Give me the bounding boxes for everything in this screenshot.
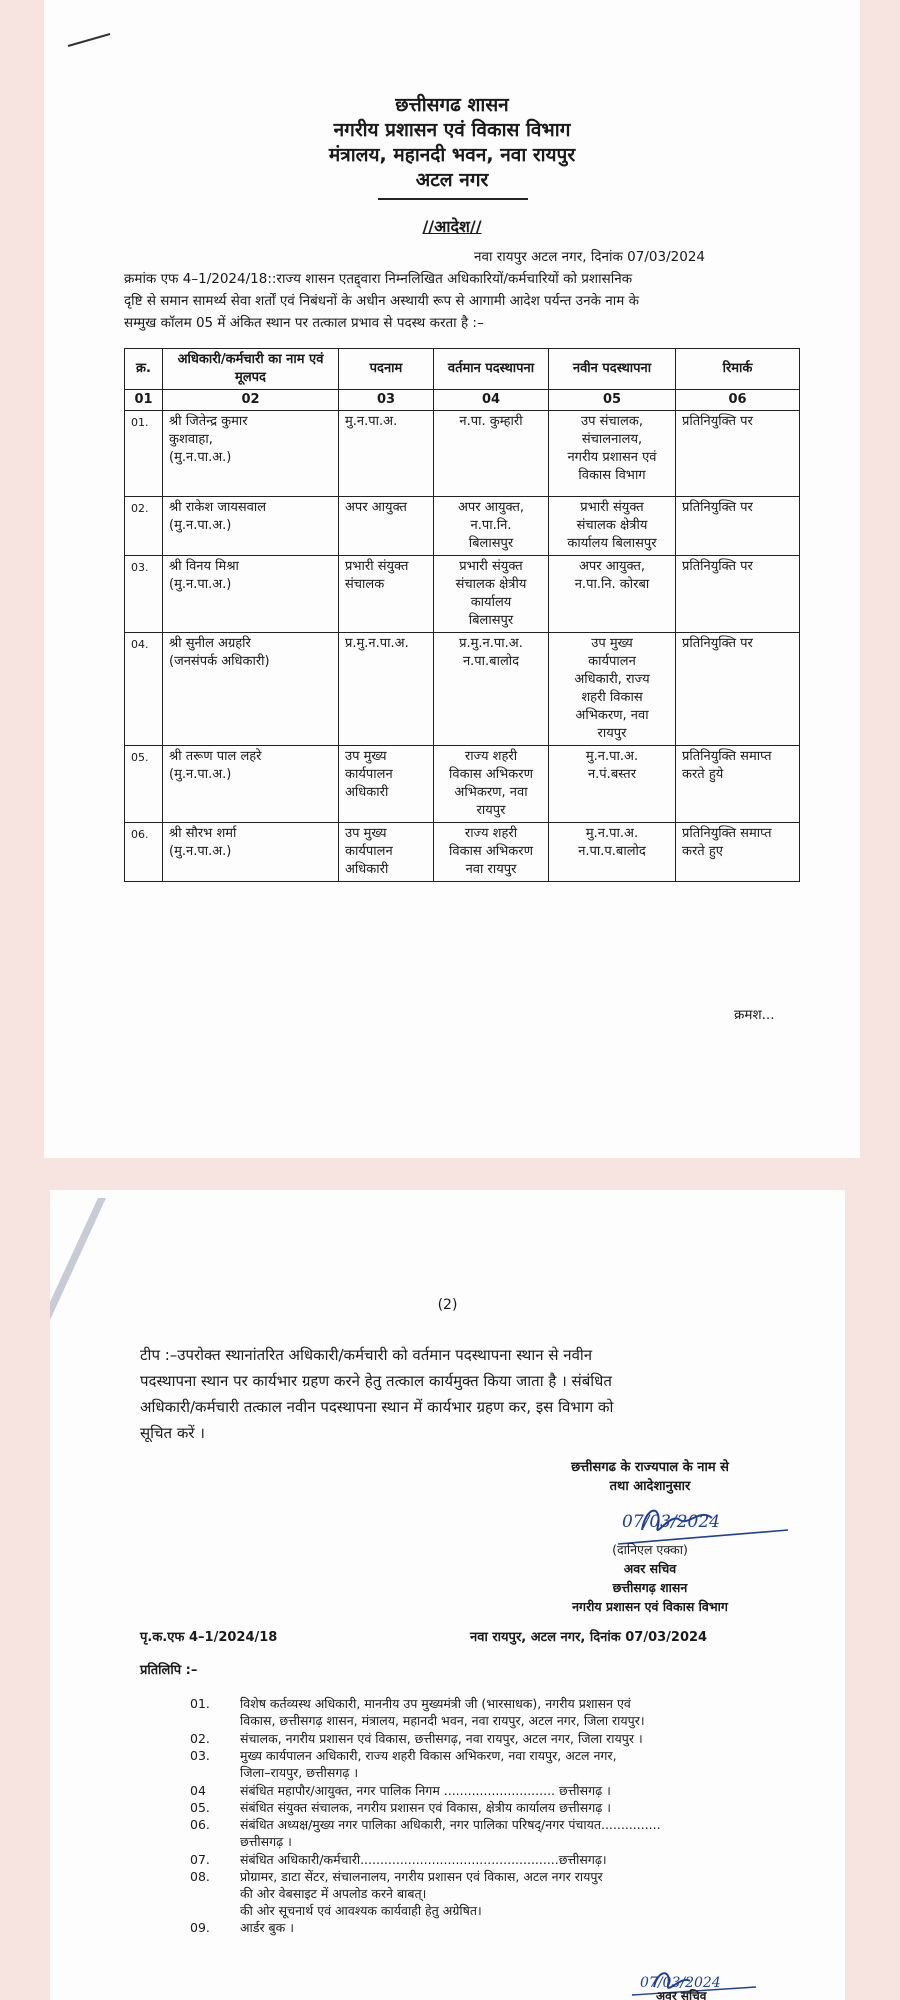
- table-row: [125, 497, 800, 556]
- row-remark-line: प्रतिनियुक्ति पर: [682, 559, 753, 574]
- header-ministry: मंत्रालय, महानदी भवन, नवा रायपुर: [328, 144, 576, 166]
- row-current-line: विकास अभिकरण: [448, 767, 533, 782]
- note-line: सूचित करें ।: [140, 1424, 205, 1442]
- header-current-posting: वर्तमान पदस्थापना: [434, 349, 549, 390]
- copy-item-number: 01.: [190, 1696, 210, 1711]
- row-designation-line: मु.न.पा.अ.: [345, 414, 398, 429]
- copy-item-line: संबंधित महापौर/आयुक्त, नगर पालिक निगम ............................ छत्तीसगढ़ ।: [240, 1783, 611, 1798]
- row-designation-line: उप मुख्य: [345, 826, 387, 841]
- row-current-line: राज्य शहरी: [464, 826, 518, 841]
- copy-item-line: छत्तीसगढ़ ।: [240, 1834, 292, 1849]
- row-new-line: विकास विभाग: [578, 468, 646, 483]
- copy-item-line: संबंधित अध्यक्ष/मुख्य नगर पालिका अधिकारी, नगर पालिका परिषद्/नगर पंचायत...............: [240, 1817, 661, 1832]
- header-name: अधिकारी/कर्मचारी का नाम एवं मूलपद: [163, 349, 339, 390]
- row-current: [434, 633, 549, 746]
- copy-item-line: आर्डर बुक ।: [240, 1920, 294, 1935]
- row-current: [434, 823, 549, 882]
- header-department: नगरीय प्रशासन एवं विकास विभाग: [333, 119, 571, 141]
- row-new-line: न.पा.प.बालोद: [578, 844, 646, 859]
- reference-number: पृ.क.एफ 4–1/2024/18: [140, 1630, 278, 1645]
- copy-item-number: 09.: [190, 1920, 210, 1935]
- row-serial: 02.: [125, 497, 163, 556]
- row-current: [434, 411, 549, 497]
- row-serial: 01.: [125, 411, 163, 497]
- row-remark-line: प्रतिनियुक्ति पर: [682, 414, 753, 429]
- row-remark-line: करते हुये: [682, 767, 724, 782]
- table-row: [125, 411, 800, 497]
- row-name-line: (मु.न.पा.अ.): [169, 767, 232, 782]
- copy-item-line: प्रोग्रामर, डाटा सेंटर, संचालनालय, नगरीय प्रशासन एवं विकास, अटल नगर रायपुर: [240, 1869, 603, 1884]
- row-designation-line: उप मुख्य: [345, 749, 387, 764]
- table-row: [125, 746, 800, 823]
- signature-date: 07/03/2024: [622, 1512, 720, 1532]
- row-new-line: नगरीय प्रशासन एवं: [567, 450, 657, 465]
- row-new-line: अधिकारी, राज्य: [574, 672, 650, 687]
- row-new-line: रायपुर: [597, 726, 627, 741]
- row-current-line: अपर आयुक्त,: [457, 500, 525, 515]
- header-city: अटल नगर: [415, 169, 489, 191]
- copy-item-number: 05.: [190, 1800, 210, 1815]
- note-paragraph: [140, 1342, 800, 1446]
- row-new: [549, 746, 676, 823]
- row-name-line: कुशवाहा,: [169, 432, 213, 447]
- row-remark: [676, 823, 800, 882]
- copy-item: [240, 1868, 800, 1919]
- copy-item-line: जिला–रायपुर, छत्तीसगढ़ ।: [240, 1765, 359, 1780]
- copy-item: [240, 1695, 800, 1729]
- row-designation-line: अधिकारी: [345, 785, 389, 800]
- row-remark-line: करते हुए: [682, 844, 723, 859]
- copy-item-line: संबंधित अधिकारी/कर्मचारी..................................................छत्तीसगढ़।: [240, 1852, 607, 1867]
- row-serial: 06.: [125, 823, 163, 882]
- copy-item-line: मुख्य कार्यपालन अधिकारी, राज्य शहरी विकास अभिकरण, नवा रायपुर, अटल नगर,: [240, 1748, 617, 1763]
- row-name: [163, 633, 339, 746]
- row-new-line: संचालक क्षेत्रीय: [576, 518, 648, 533]
- copy-item-number: 08.: [190, 1869, 210, 1884]
- copy-item-line: संचालक, नगरीय प्रशासन एवं विकास, छत्तीसगढ़, नवा रायपुर, अटल नगर, जिला रायपुर ।: [240, 1731, 643, 1746]
- row-serial: 03.: [125, 556, 163, 633]
- copy-item-number: 07.: [190, 1852, 210, 1867]
- table-body: [125, 411, 800, 882]
- copy-item-number: 03.: [190, 1748, 210, 1763]
- row-designation: [339, 746, 434, 823]
- row-current: [434, 556, 549, 633]
- row-name-line: श्री तरूण पाल लहरे: [169, 749, 262, 764]
- continued-mark: क्रमश...: [734, 1007, 775, 1023]
- header-remark: रिमार्क: [676, 349, 800, 390]
- row-name: [163, 746, 339, 823]
- row-new-line: न.पा.नि. कोरबा: [574, 577, 650, 592]
- row-new-line: उप मुख्य: [591, 636, 633, 651]
- row-new-line: कार्यपालन: [588, 654, 636, 669]
- row-remark-line: प्रतिनियुक्ति समाप्त: [682, 826, 772, 841]
- row-current-line: न.पा. कुम्हारी: [459, 414, 523, 429]
- signatory-dept: नगरीय प्रशासन एवं विकास विभाग: [572, 1599, 728, 1614]
- document-page-1: [44, 0, 860, 1158]
- note-line: टीप :–उपरोक्त स्थानांतरित अधिकारी/कर्मचारी को वर्तमान पदस्थापना स्थान से नवीन: [140, 1346, 593, 1364]
- copy-item: [240, 1851, 800, 1868]
- copy-item-number: 02.: [190, 1731, 210, 1746]
- row-new: [549, 823, 676, 882]
- column-number: 03: [339, 390, 434, 411]
- row-new-line: कार्यालय बिलासपुर: [567, 536, 657, 551]
- footer-signature-date: 07/03/2024: [640, 1975, 721, 1991]
- row-name-line: (मु.न.पा.अ.): [169, 450, 232, 465]
- row-current-line: बिलासपुर: [468, 613, 514, 628]
- row-current-line: न.पा.बालोद: [462, 654, 520, 669]
- authority-line: छत्तीसगढ के राज्यपाल के नाम से: [571, 1460, 729, 1475]
- row-remark: [676, 556, 800, 633]
- row-name-line: श्री जितेन्द्र कुमार: [169, 414, 248, 429]
- row-name: [163, 497, 339, 556]
- row-remark: [676, 411, 800, 497]
- order-title: //आदेश//: [422, 217, 482, 236]
- row-new: [549, 497, 676, 556]
- place-date: नवा रायपुर अटल नगर, दिनांक 07/03/2024: [474, 249, 705, 265]
- header-underline: [378, 198, 528, 200]
- table-row: [125, 556, 800, 633]
- row-designation-line: कार्यपालन: [345, 767, 393, 782]
- row-new-line: मु.न.पा.अ.: [585, 826, 639, 841]
- row-new-line: अपर आयुक्त,: [578, 559, 646, 574]
- row-name: [163, 556, 339, 633]
- row-designation: [339, 556, 434, 633]
- row-serial: 04.: [125, 633, 163, 746]
- row-current-line: नवा रायपुर: [465, 862, 517, 877]
- row-remark: [676, 633, 800, 746]
- row-remark-line: प्रतिनियुक्ति समाप्त: [682, 749, 772, 764]
- table-header-row: [125, 349, 800, 390]
- copy-item-line: की ओर वेबसाइट में अपलोड करने बाबत्।: [240, 1886, 427, 1901]
- signatory-name: (दानिएल एक्का): [612, 1542, 688, 1557]
- row-current: [434, 497, 549, 556]
- copy-item-line: की ओर सूचनार्थ एवं आवश्यक कार्यवाही हेतु अग्रेषित।: [240, 1903, 482, 1918]
- row-new-line: संचालनालय,: [581, 432, 643, 447]
- row-new-line: न.पं.बस्तर: [587, 767, 637, 782]
- row-name-line: श्री सुनील अग्रहरि: [169, 636, 251, 651]
- row-new-line: प्रभारी संयुक्त: [580, 500, 644, 515]
- row-new: [549, 411, 676, 497]
- row-designation: [339, 497, 434, 556]
- row-designation-line: प्रभारी संयुक्त: [345, 559, 409, 574]
- copy-item-number: 04: [190, 1783, 206, 1798]
- copy-item: [240, 1747, 800, 1781]
- signatory-block: [560, 1540, 740, 1616]
- row-remark-line: प्रतिनियुक्ति पर: [682, 500, 753, 515]
- row-new-line: उप संचालक,: [581, 414, 643, 429]
- transfer-table: [124, 348, 800, 882]
- authority-line: तथा आदेशानुसार: [609, 1479, 691, 1494]
- copy-item: [240, 1799, 800, 1816]
- row-name: [163, 411, 339, 497]
- header-new-posting: नवीन पदस्थापना: [549, 349, 676, 390]
- order-intro-line: सम्मुख कॉलम 05 में अंकित स्थान पर तत्काल प्रभाव से पदस्थ करता है :–: [124, 315, 484, 331]
- row-new: [549, 633, 676, 746]
- row-designation-line: प्र.मु.न.पा.अ.: [345, 636, 409, 651]
- row-designation-line: कार्यपालन: [345, 844, 393, 859]
- order-intro-line: क्रमांक एफ 4–1/2024/18::राज्य शासन एतद्द्वारा निम्नलिखित अधिकारियों/कर्मचारियों को प्रशासनिक: [124, 271, 633, 287]
- row-designation-line: अधिकारी: [345, 862, 389, 877]
- signatory-title: अवर सचिव: [623, 1561, 677, 1576]
- column-number: 04: [434, 390, 549, 411]
- table-column-number-row: [125, 390, 800, 411]
- row-name-line: श्री विनय मिश्रा: [169, 559, 239, 574]
- row-name-line: (मु.न.पा.अ.): [169, 844, 232, 859]
- row-designation-line: संचालक: [345, 577, 385, 592]
- row-new: [549, 556, 676, 633]
- row-current-line: प्रभारी संयुक्त: [459, 559, 523, 574]
- row-serial: 05.: [125, 746, 163, 823]
- row-remark-line: प्रतिनियुक्ति पर: [682, 636, 753, 651]
- order-intro-line: दृष्टि से समान सामर्थ्य सेवा शर्तों एवं निबंधनों के अधीन अस्थायी रूप से आगामी आदेश पर्यन्त उनके नाम के: [124, 293, 639, 309]
- row-current-line: न.पा.नि.: [470, 518, 512, 533]
- pen-stroke-mark: [66, 30, 116, 50]
- row-current-line: प्र.मु.न.पा.अ.: [459, 636, 523, 651]
- row-name-line: श्री राकेश जायसवाल: [169, 500, 267, 515]
- row-current-line: कार्यालय: [470, 595, 512, 610]
- copy-item-number: 06.: [190, 1817, 210, 1832]
- copy-item-line: विकास, छत्तीसगढ़ शासन, मंत्रालय, महानदी भवन, नवा रायपुर, अटल नगर, जिला रायपुर।: [240, 1713, 645, 1728]
- row-remark: [676, 746, 800, 823]
- row-name-line: (मु.न.पा.अ.): [169, 518, 232, 533]
- note-line: पदस्थापना स्थान पर कार्यभार ग्रहण करने हेतु तत्काल कार्यमुक्त किया जाता है । संबंधित: [140, 1372, 612, 1390]
- row-current: [434, 746, 549, 823]
- row-remark: [676, 497, 800, 556]
- document-page-2: [50, 1190, 845, 2000]
- row-current-line: विकास अभिकरण: [448, 844, 533, 859]
- copy-item: [240, 1730, 800, 1747]
- signatory-govt: छत्तीसगढ़ शासन: [612, 1580, 688, 1595]
- row-name-line: (मु.न.पा.अ.): [169, 577, 232, 592]
- copy-item-line: संबंधित संयुक्त संचालक, नगरीय प्रशासन एवं विकास, क्षेत्रीय कार्यालय छत्तीसगढ़ ।: [240, 1800, 611, 1815]
- copy-item-line: विशेष कर्तव्यस्थ अधिकारी, माननीय उप मुख्यमंत्री जी (भारसाधक), नगरीय प्रशासन एवं: [240, 1696, 631, 1711]
- row-new-line: अभिकरण, नवा: [575, 708, 649, 723]
- row-current-line: बिलासपुर: [468, 536, 514, 551]
- row-current-line: रायपुर: [476, 803, 506, 818]
- header-government: छत्तीसगढ शासन: [395, 94, 509, 116]
- authority-block: [510, 1458, 790, 1496]
- row-designation: [339, 823, 434, 882]
- table-row: [125, 823, 800, 882]
- reference-place-date: नवा रायपुर, अटल नगर, दिनांक 07/03/2024: [470, 1630, 708, 1645]
- column-number: 02: [163, 390, 339, 411]
- row-name: [163, 823, 339, 882]
- row-new-line: शहरी विकास: [581, 690, 643, 705]
- copy-item: [240, 1816, 800, 1850]
- note-line: अधिकारी/कर्मचारी तत्काल नवीन पदस्थापना स्थान में कार्यभार ग्रहण कर, इस विभाग को: [140, 1398, 614, 1416]
- copy-title: प्रतिलिपि :–: [140, 1663, 198, 1678]
- row-current-line: राज्य शहरी: [464, 749, 518, 764]
- row-current-line: संचालक क्षेत्रीय: [455, 577, 527, 592]
- copy-item: [240, 1782, 800, 1799]
- column-number: 06: [676, 390, 800, 411]
- header-designation: पदनाम: [339, 349, 434, 390]
- column-number: 01: [125, 390, 163, 411]
- page-number: (2): [437, 1297, 458, 1313]
- column-number: 05: [549, 390, 676, 411]
- copy-item: [240, 1919, 800, 1936]
- footer-signatory: अवर सचिव: [656, 1989, 707, 2000]
- row-current-line: अभिकरण, नवा: [454, 785, 528, 800]
- row-new-line: मु.न.पा.अ.: [585, 749, 639, 764]
- header-serial: क्र.: [125, 349, 163, 390]
- row-designation-line: अपर आयुक्त: [345, 500, 407, 515]
- order-intro: [124, 268, 800, 334]
- row-name-line: श्री सौरभ शर्मा: [169, 826, 237, 841]
- row-designation: [339, 411, 434, 497]
- row-designation: [339, 633, 434, 746]
- row-name-line: (जनसंपर्क अधिकारी): [169, 654, 270, 669]
- table-row: [125, 633, 800, 746]
